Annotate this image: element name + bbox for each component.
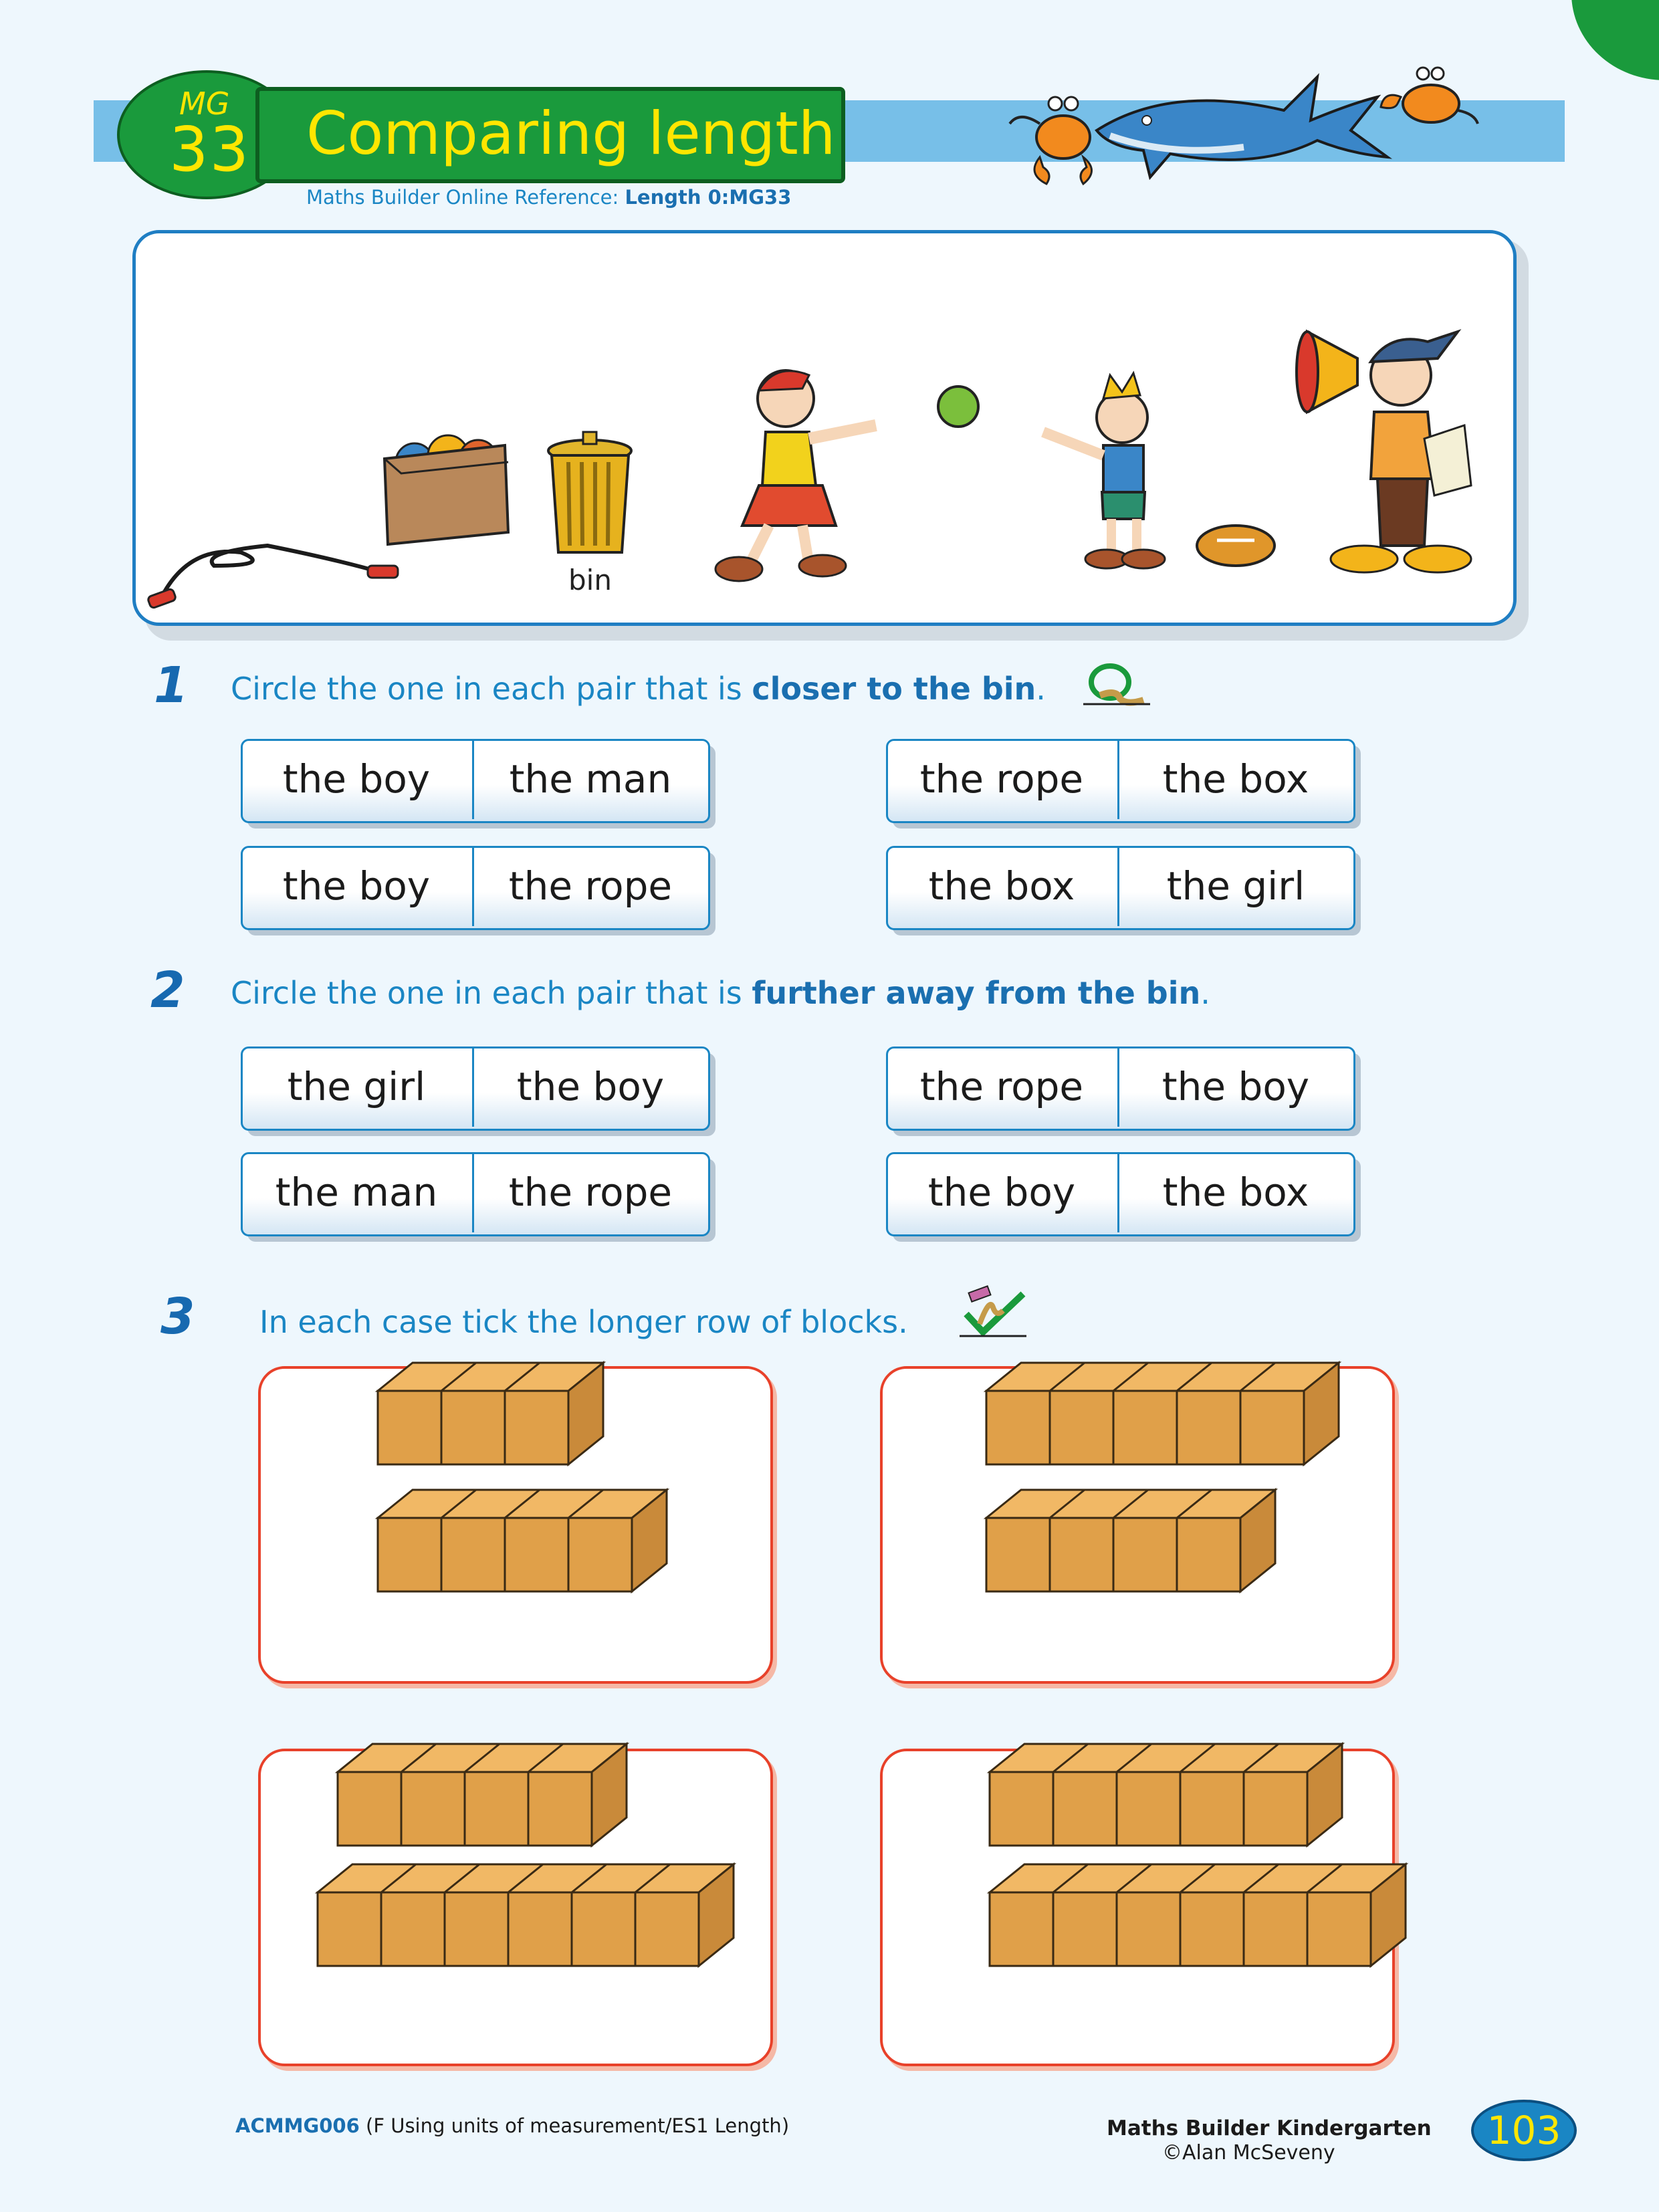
block xyxy=(1180,1892,1244,1966)
question-1-text: Circle the one in each pair that is closer to the bin. xyxy=(231,671,1046,707)
block xyxy=(572,1892,635,1966)
block xyxy=(1053,1772,1117,1846)
block xyxy=(568,1518,632,1591)
block xyxy=(635,1892,699,1966)
block xyxy=(441,1391,505,1464)
block xyxy=(1180,1772,1244,1846)
block xyxy=(401,1772,465,1846)
panel-2-top-row xyxy=(986,1363,1339,1464)
panel-4-bottom-row xyxy=(990,1864,1406,1966)
q1-pair-4-right-option[interactable]: the girl xyxy=(1166,863,1305,909)
q2-pair-4-left-option[interactable]: the boy xyxy=(927,1170,1076,1215)
block xyxy=(508,1892,572,1966)
panel-3-bottom-row xyxy=(318,1864,734,1966)
block xyxy=(986,1518,1050,1591)
q2-pair-3-left-option[interactable]: the man xyxy=(275,1170,438,1215)
block xyxy=(1050,1391,1113,1464)
curriculum-reference: ACMMG006 (F Using units of measurement/ES1 Length) xyxy=(235,2114,790,2137)
block xyxy=(505,1391,568,1464)
q2-pair-2-right-option[interactable]: the boy xyxy=(1162,1064,1310,1109)
panel-3-top-row xyxy=(338,1744,627,1846)
block xyxy=(986,1391,1050,1464)
q2-pair-3-right-option[interactable]: the rope xyxy=(508,1170,673,1215)
question-3-number: 3 xyxy=(160,1288,195,1345)
q2-pair-2-left-option[interactable]: the rope xyxy=(919,1064,1084,1109)
block xyxy=(1113,1518,1177,1591)
q1-pair-1-left-option[interactable]: the boy xyxy=(282,756,431,802)
block xyxy=(338,1772,401,1846)
block xyxy=(318,1892,381,1966)
block xyxy=(445,1892,508,1966)
copyright: ©Alan McSeveny xyxy=(1162,2141,1335,2165)
block xyxy=(465,1772,528,1846)
panel-4-top-row xyxy=(990,1744,1342,1846)
block xyxy=(441,1518,505,1591)
question-2-text: Circle the one in each pair that is further away from the bin. xyxy=(231,975,1210,1011)
page-title: Comparing length xyxy=(306,99,836,168)
block xyxy=(381,1892,445,1966)
block xyxy=(378,1518,441,1591)
block xyxy=(378,1391,441,1464)
block xyxy=(528,1772,592,1846)
block xyxy=(1240,1391,1304,1464)
q1-pair-3-right-option[interactable]: the rope xyxy=(508,863,673,909)
q2-pair-4-right-option[interactable]: the box xyxy=(1162,1170,1309,1215)
panel-2-bottom-row xyxy=(986,1490,1275,1591)
badge-number: 33 xyxy=(169,114,251,185)
block xyxy=(1050,1518,1113,1591)
q1-pair-3-left-option[interactable]: the boy xyxy=(282,863,431,909)
reference-code: Length 0:MG33 xyxy=(625,186,792,209)
q1-pair-4-left-option[interactable]: the box xyxy=(928,863,1075,909)
block xyxy=(1117,1772,1180,1846)
block xyxy=(1244,1892,1307,1966)
block xyxy=(990,1892,1053,1966)
panel-1-bottom-row xyxy=(378,1490,667,1591)
book-title: Maths Builder Kindergarten xyxy=(1107,2116,1432,2140)
block xyxy=(1053,1892,1117,1966)
q1-pair-2-left-option[interactable]: the rope xyxy=(919,756,1084,802)
block xyxy=(1177,1518,1240,1591)
q2-pair-1-right-option[interactable]: the boy xyxy=(516,1064,665,1109)
block xyxy=(1113,1391,1177,1464)
question-1-number: 1 xyxy=(154,657,189,714)
block xyxy=(1307,1892,1371,1966)
q1-pair-2-right-option[interactable]: the box xyxy=(1162,756,1309,802)
page-number: 103 xyxy=(1486,2108,1561,2153)
panel-1-top-row xyxy=(378,1363,603,1464)
q1-pair-1-right-option[interactable]: the man xyxy=(509,756,672,802)
block xyxy=(1177,1391,1240,1464)
block xyxy=(1117,1892,1180,1966)
q2-pair-1-left-option[interactable]: the girl xyxy=(287,1064,426,1109)
question-3-text: In each case tick the longer row of blocks. xyxy=(259,1304,908,1340)
block xyxy=(1244,1772,1307,1846)
reference-prefix: Maths Builder Online Reference: xyxy=(306,186,619,209)
badge-prefix: MG xyxy=(179,86,230,122)
bin-label: bin xyxy=(568,564,612,596)
question-2-number: 2 xyxy=(150,962,185,1019)
block xyxy=(990,1772,1053,1846)
block xyxy=(505,1518,568,1591)
